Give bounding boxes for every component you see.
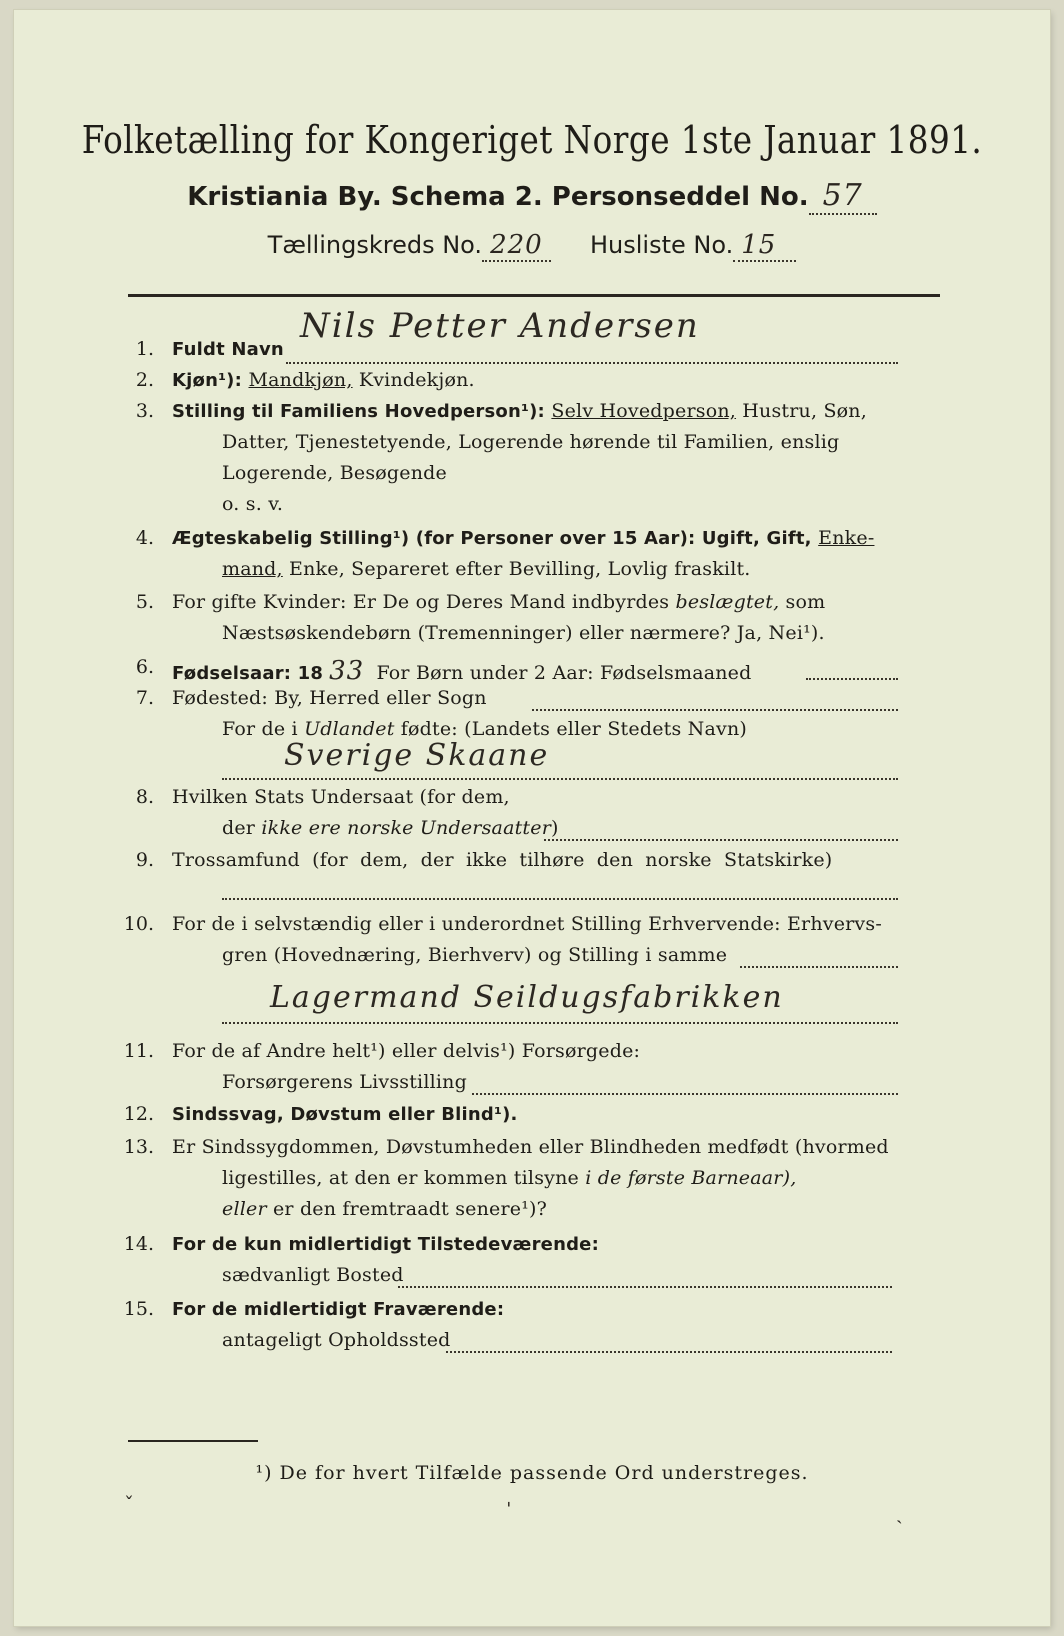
answer-line: [532, 709, 898, 711]
question-text: ligestilles, at den er kommen tilsyne i de første Barneaar),: [222, 1167, 797, 1189]
answer-line: [222, 1022, 898, 1024]
question-married-women: For gifte Kvinder: Er De og Deres Mand indbyrdes beslægtet, som: [172, 591, 826, 613]
answer-line: [286, 362, 898, 364]
handwritten-birth-year: 33: [329, 656, 365, 686]
question-nationality: Hvilken Stats Undersaat (for dem,: [172, 786, 510, 808]
pen-mark: ˎ: [896, 1500, 903, 1524]
husliste-number: 15: [733, 230, 796, 262]
row-number: 4.: [135, 527, 154, 549]
question-text: Logerende, Besøgende: [222, 462, 447, 484]
question-text: antageligt Opholdssted: [222, 1329, 451, 1351]
answer-line: [740, 966, 898, 968]
question-text: Næstsøskendebørn (Tremenninger) eller nærmere? Ja, Nei¹).: [222, 622, 825, 644]
handwritten-name: Nils Petter Andersen: [300, 306, 700, 346]
schema-line: [0, 178, 1064, 213]
handwritten-birthplace: Sverige Skaane: [284, 738, 550, 773]
row-number: 14.: [123, 1233, 154, 1255]
taellingskreds-number: 220: [482, 230, 551, 262]
question-text: For de i Udlandet fødte: (Landets eller Stedets Navn): [222, 718, 747, 740]
question-temporarily-present: For de kun midlertidigt Tilstedeværende:: [172, 1234, 599, 1255]
row-number: 5.: [135, 591, 154, 613]
answer-line: [446, 1351, 892, 1353]
personseddel-number: 57: [809, 178, 877, 215]
answer-line: [398, 1286, 892, 1288]
question-birth-year: Fødselsaar: 18 33 For Børn under 2 Aar: Fødselsmaaned: [172, 656, 752, 686]
row-number: 8.: [135, 786, 154, 808]
underlined-answer: mand,: [222, 558, 283, 580]
question-family-position: Stilling til Familiens Hovedperson¹): Selv Hovedperson, Hustru, Søn,: [172, 400, 867, 422]
taellingskreds-label: Tællingskreds No.: [267, 231, 483, 259]
question-religion: Trossamfund (for dem, der ikke tilhøre den norske Statskirke): [172, 849, 833, 871]
answer-line: [222, 898, 898, 900]
district-line: [0, 230, 1064, 260]
question-text: mand, Enke, Separeret efter Bevilling, Lovlig fraskilt.: [222, 558, 751, 580]
footnote-rule: [128, 1440, 258, 1442]
question-supported: For de af Andre helt¹) eller delvis¹) Forsørgede:: [172, 1040, 641, 1062]
question-text: der ikke ere norske Undersaatter): [222, 817, 559, 839]
husliste-label: Husliste No.: [589, 231, 734, 259]
underlined-answer: Selv Hovedperson,: [551, 400, 737, 422]
row-number: 10.: [123, 913, 154, 935]
row-number: 12.: [123, 1103, 154, 1125]
row-number: 15.: [123, 1298, 154, 1320]
question-temporarily-absent: For de midlertidigt Fraværende:: [172, 1299, 505, 1320]
pen-mark: ˇ: [124, 1492, 134, 1516]
schema-line-text: Kristiania By. Schema 2. Personseddel No.: [187, 182, 809, 212]
row-number: 1.: [135, 338, 154, 360]
row-number: 9.: [135, 849, 154, 871]
row-number: 11.: [123, 1040, 154, 1062]
question-marital-status: Ægteskabelig Stilling¹) (for Personer over 15 Aar): Ugift, Gift, Enke-: [172, 527, 875, 549]
header-rule: [128, 294, 940, 297]
answer-line: [222, 778, 898, 780]
row-number: 7.: [135, 687, 154, 709]
answer-line: [806, 678, 898, 680]
page-title: Folketælling for Kongeriget Norge 1ste Januar 1891.: [81, 118, 983, 162]
question-text: o. s. v.: [222, 493, 284, 515]
answer-line: [544, 839, 898, 841]
question-occupation: For de i selvstændig eller i underordnet Stilling Erhvervende: Erhvervs-: [172, 913, 882, 935]
question-text: sædvanligt Bosted: [222, 1264, 404, 1286]
question-text: eller er den fremtraadt senere¹)?: [222, 1198, 548, 1220]
question-disability: Sindssvag, Døvstum eller Blind¹).: [172, 1104, 518, 1125]
underlined-answer: Mandkjøn,: [248, 369, 353, 391]
question-text: gren (Hovednæring, Bierhverv) og Stilling i samme: [222, 944, 728, 966]
footnote: ¹) De for hvert Tilfælde passende Ord understreges.: [255, 1462, 809, 1484]
underlined-answer: Enke-: [818, 527, 875, 549]
row-number: 6.: [135, 656, 154, 678]
row-number: 2.: [135, 369, 154, 391]
question-birthplace: Fødested: By, Herred eller Sogn: [172, 687, 487, 709]
question-sex: Kjøn¹): Mandkjøn, Kvindekjøn.: [172, 369, 475, 391]
pen-mark: ˈ: [506, 1498, 512, 1522]
row-number: 13.: [123, 1136, 154, 1158]
question-congenital: Er Sindssygdommen, Døvstumheden eller Blindheden medfødt (hvormed: [172, 1136, 889, 1158]
handwritten-occupation: Lagermand Seildugsfabrikken: [270, 980, 784, 1015]
answer-line: [472, 1093, 898, 1095]
question-full-name: Fuldt Navn: [172, 339, 284, 360]
row-number: 3.: [135, 400, 154, 422]
question-text: Forsørgerens Livsstilling: [222, 1071, 467, 1093]
question-text: Datter, Tjenestetyende, Logerende hørende til Familien, enslig: [222, 431, 840, 453]
